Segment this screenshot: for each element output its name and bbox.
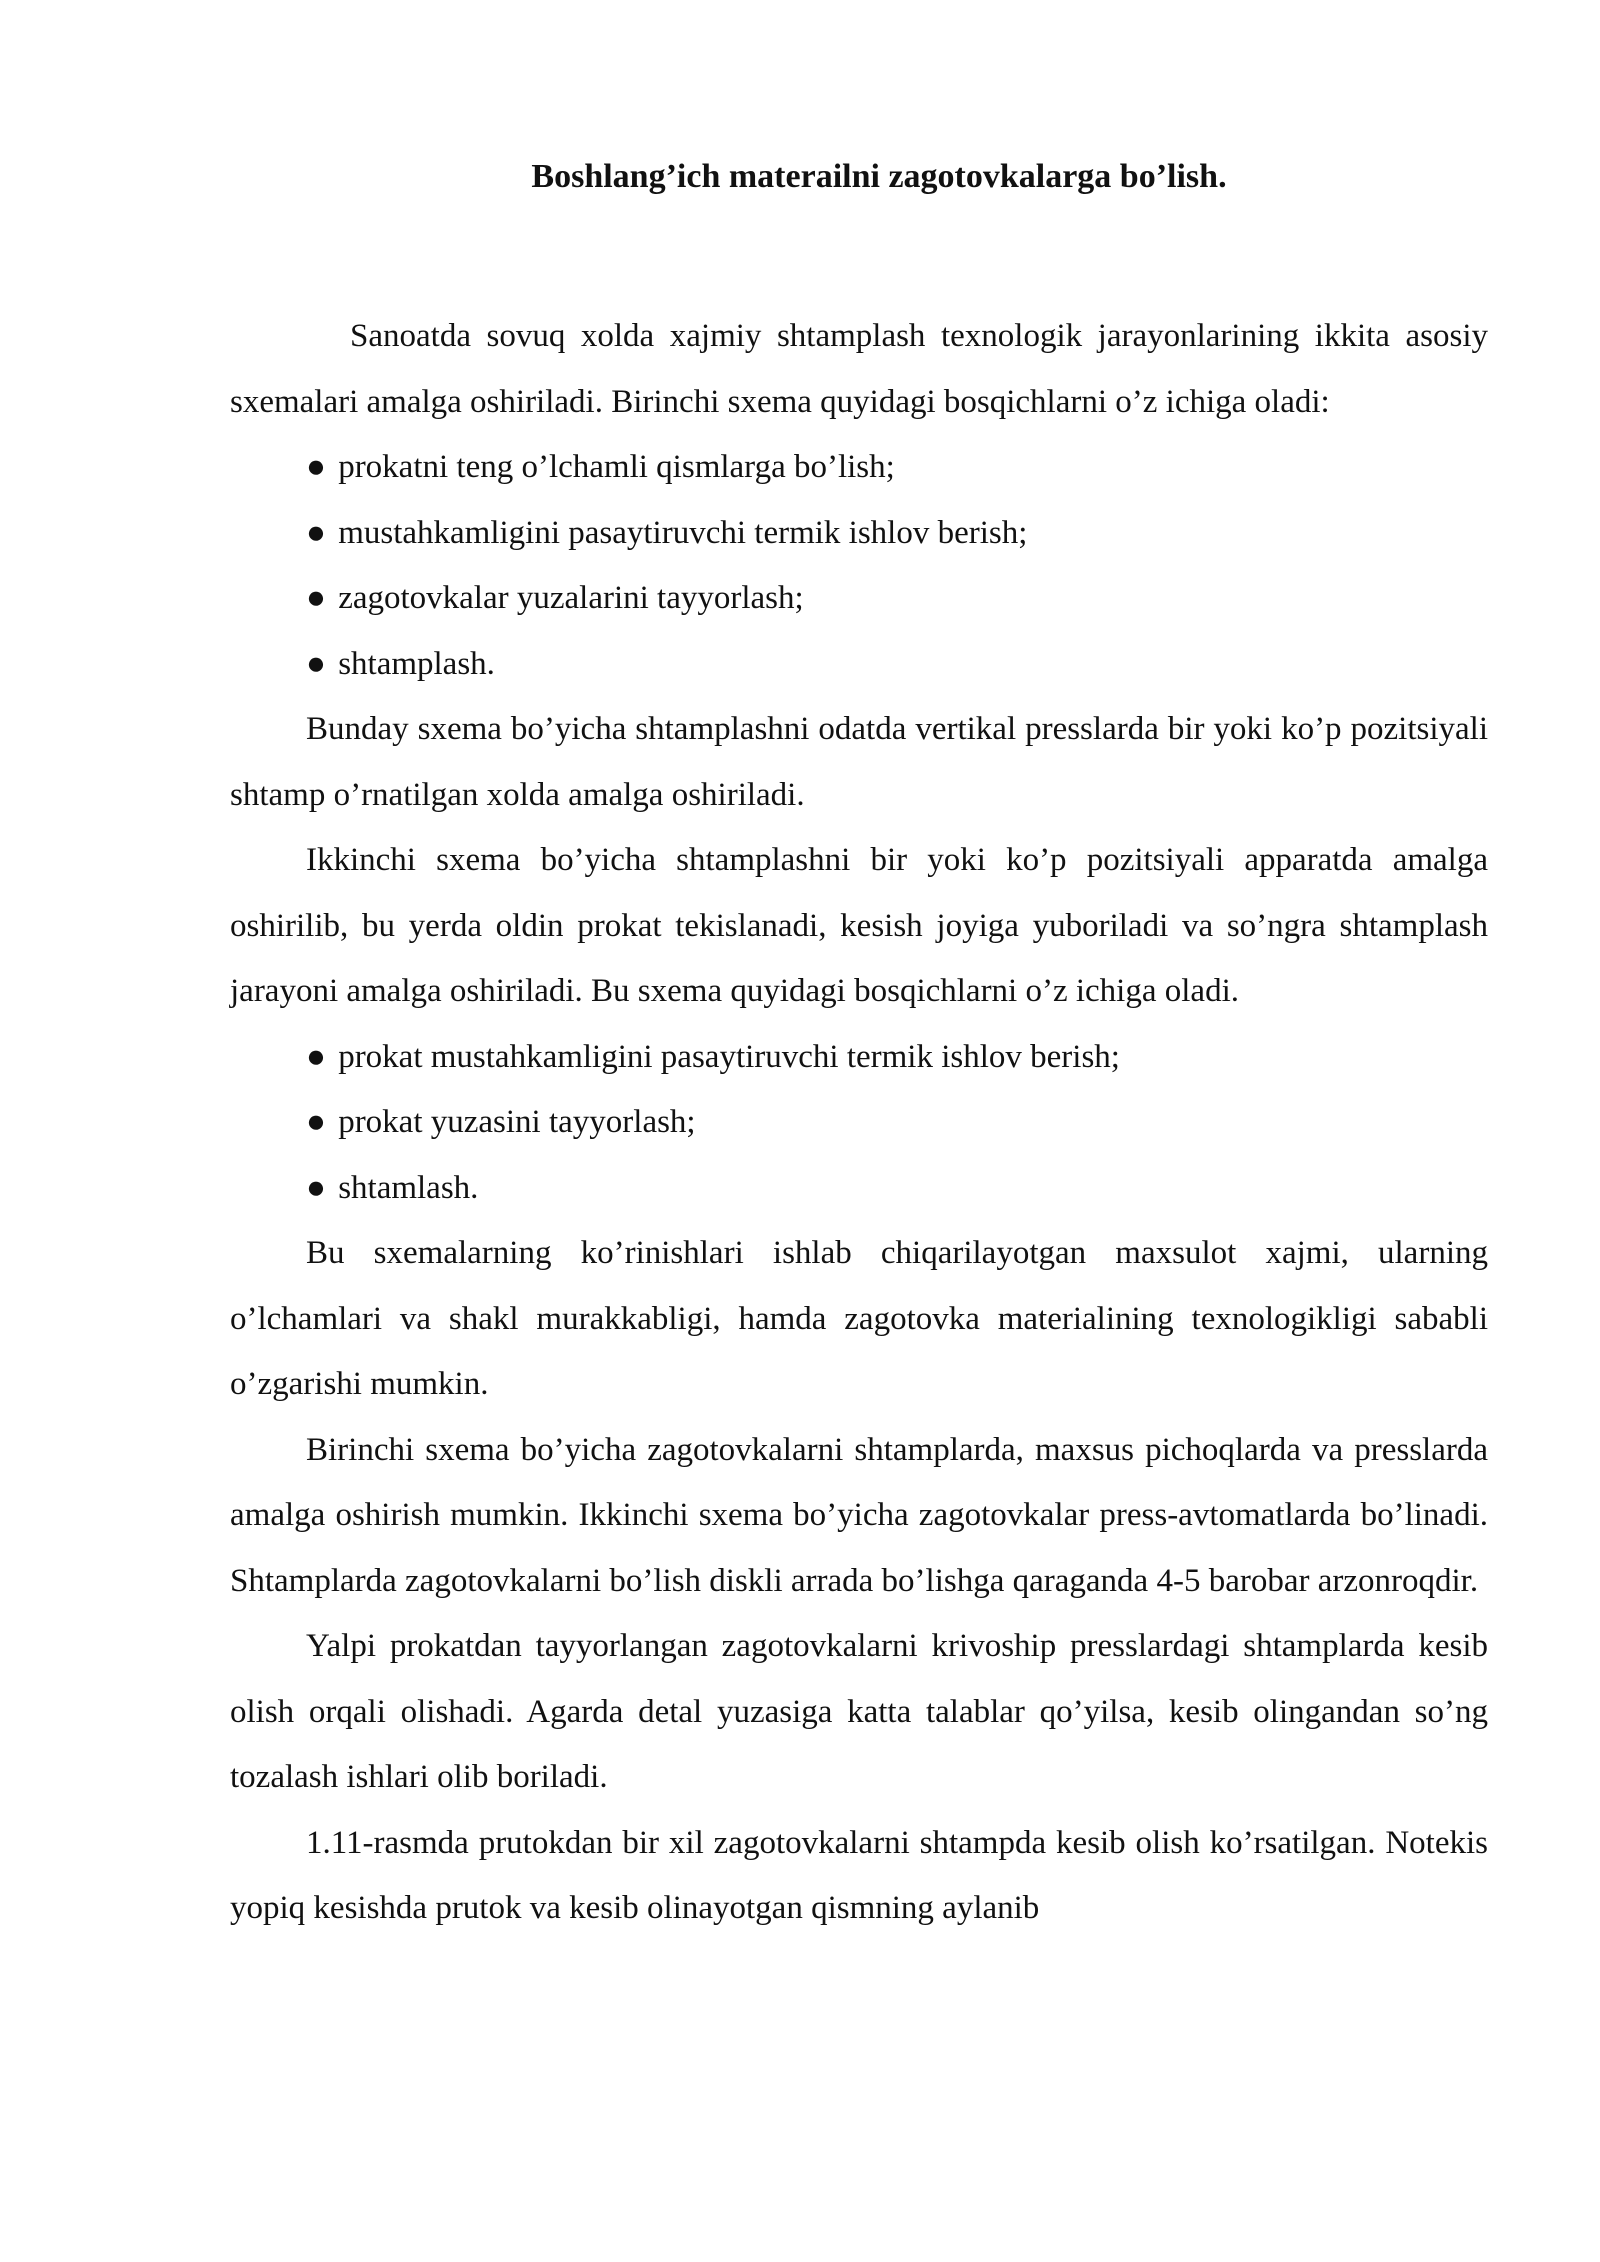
bullet-icon: ● (306, 1169, 326, 1206)
paragraph-second-scheme: Ikkinchi sxema bo’yicha shtamplashni bir yoki ko’p pozitsiyali apparatda amalga oshirilib, bu yerda oldin prokat tekislanadi, kesish joyiga yuboriladi va so’ngra shtamplash jarayoni amalga oshiriladi. Bu sxema quyidagi bosqichlarni o’z ichiga oladi. (230, 842, 1488, 1009)
list-item: ● zagotovkalar yuzalarini tayyorlash; (230, 566, 1488, 632)
document-page (230, 150, 1488, 1942)
paragraph-intro: Sanoatda sovuq xolda xajmiy shtamplash texnologik jarayonlarining ikkita asosiy sxemalari amalga oshiriladi. Birinchi sxema quyidagi bosqichlarni o’z ichiga oladi: (230, 318, 1488, 420)
bullet-icon: ● (306, 514, 326, 551)
paragraph-first-scheme-note: Bunday sxema bo’yicha shtamplashni odatda vertikal presslarda bir yoki ko’p pozitsiyali shtamp o’rnatilgan xolda amalga oshiriladi. (230, 711, 1488, 813)
bullet-icon: ● (306, 1104, 326, 1140)
bullet-icon: ● (306, 580, 326, 616)
bullet-icon: ● (306, 1038, 326, 1075)
list-item: ● prokat yuzasini tayyorlash; (230, 1090, 1488, 1156)
document-title: Boshlang’ich materailni zagotovkalarga bo’lish. (531, 158, 1227, 195)
bullet-list-first-scheme (230, 435, 1488, 697)
paragraph-scheme-variation: Bu sxemalarning ko’rinishlari ishlab chiqarilayotgan maxsulot xajmi, ularning o’lchamlari va shakl murakkabligi, hamda zagotovka materialining texnologikligi sababli o’zgarishi mumkin. (230, 1235, 1488, 1402)
list-item: ● prokatni teng o’lchamli qismlarga bo’lish; (230, 435, 1488, 501)
paragraph-cutting-methods: Birinchi sxema bo’yicha zagotovkalarni shtamplarda, maxsus pichoqlarda va presslarda amalga oshirish mumkin. Ikkinchi sxema bo’yicha zagotovkalar press-avtomatlarda bo’linadi. Shtamplarda zagotovkalarni bo’lish diskli arrada bo’lishga qaraganda 4-5 barobar arzonroqdir. (230, 1431, 1488, 1599)
list-item: ● shtamlash. (230, 1156, 1488, 1222)
paragraph-crank-press: Yalpi prokatdan tayyorlangan zagotovkalarni krivoship presslardagi shtamplarda kesib olish orqali olishadi. Agarda detal yuzasiga katta talablar qo’yilsa, kesib olingandan so’ng tozalash ishlari olib boriladi. (230, 1628, 1488, 1795)
list-item: ● mustahkamligini pasaytiruvchi termik ishlov berish; (230, 501, 1488, 567)
document-body (230, 304, 1488, 1942)
bullet-icon: ● (306, 645, 326, 682)
paragraph-figure-reference: 1.11-rasmda prutokdan bir xil zagotovkalarni shtampda kesib olish ko’rsatilgan. Notekis yopiq kesishda prutok va kesib olinayotgan qismning aylanib (230, 1824, 1488, 1926)
list-item: ● shtamplash. (230, 632, 1488, 698)
list-item: ● prokat mustahkamligini pasaytiruvchi termik ishlov berish; (230, 1025, 1488, 1091)
bullet-icon: ● (306, 449, 326, 485)
bullet-list-second-scheme (230, 1025, 1488, 1222)
